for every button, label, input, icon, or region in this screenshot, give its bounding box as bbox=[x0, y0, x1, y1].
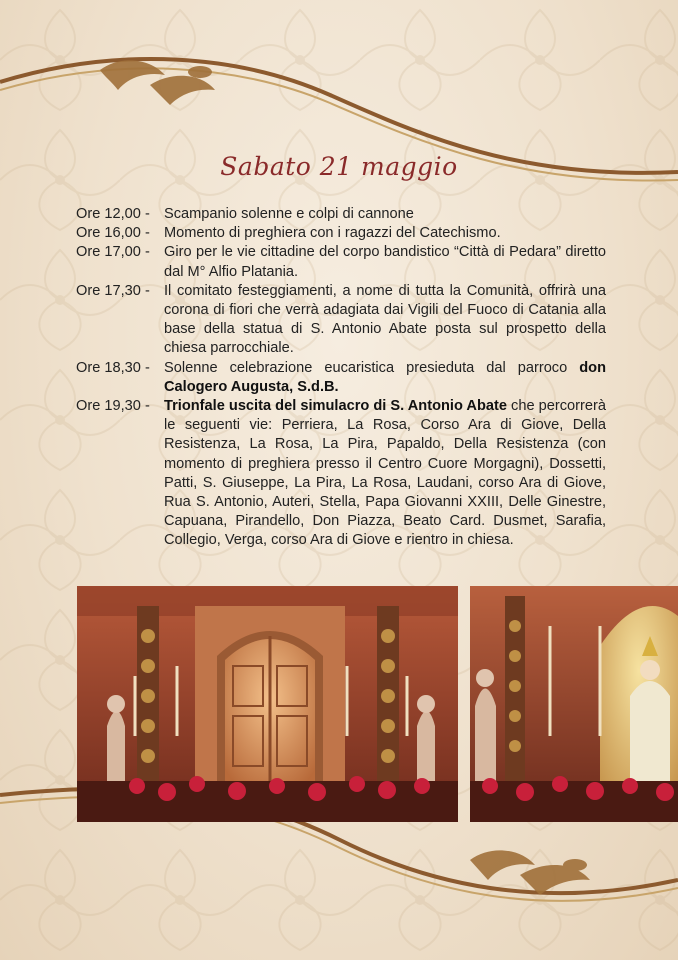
schedule-row bbox=[76, 359, 606, 397]
schedule-text: Momento di preghiera con i ragazzi del Catechismo. bbox=[164, 225, 501, 242]
schedule-text: Scampanio solenne e colpi di cannone bbox=[164, 206, 414, 222]
schedule-time: Ore 12,00 - bbox=[76, 206, 150, 222]
schedule-row bbox=[76, 397, 606, 551]
statue-photo bbox=[470, 586, 678, 822]
schedule-time: Ore 16,00 - bbox=[76, 225, 150, 242]
schedule-time: Ore 18,30 - bbox=[76, 359, 150, 376]
schedule-row bbox=[76, 224, 606, 243]
schedule-row bbox=[76, 205, 606, 224]
page-title: Sabato 21 maggio bbox=[220, 152, 458, 181]
schedule-time: Ore 17,30 - bbox=[76, 282, 150, 299]
schedule-text: Il comitato festeggiamenti, a nome di tutta la Comunità, offrirà una corona di fiori che verrà adagiata dai Vigili del Fuoco di Catania alla base della statua di S. Antonio Abate posta sul prospetto della chiesa parrocchiale. bbox=[164, 282, 606, 357]
schedule-text: Giro per le vie cittadine del corpo bandistico “Città di Pedara” diretto dal M° Alfio Platania. bbox=[164, 244, 606, 280]
schedule-time: Ore 17,00 - bbox=[76, 244, 150, 261]
altar-photo bbox=[77, 586, 458, 822]
schedule-time: Ore 19,30 - bbox=[76, 398, 150, 415]
schedule-row bbox=[76, 282, 606, 359]
schedule-text: Solenne celebrazione eucaristica presieduta dal parroco don Calogero Augusta, S.d.B. bbox=[164, 359, 606, 395]
schedule-row bbox=[76, 243, 606, 281]
schedule-text: Trionfale uscita del simulacro di S. Antonio Abate che percorrerà le seguenti vie: Perriera, La Rosa, Corso Ara di Giove, Della Resistenza, La Rosa, La Pira, Papaldo, Della Resistenza (con momento di preghiera presso il Centro Cuore Morgagni), Dossetti, Patti, S. Giuseppe, La Pira, La Rosa, Laudani, corso Ara di Giove, Rua S. Antonio, Auteri, Stella, Papa Giovanni XXIII, Delle Ginestre, Capuana, Pirandello, Don Piazza, Beato Card. Dusmet, Sarafia, Collegio, Verga, corso Ara di Giove e rientro in chiesa. bbox=[164, 398, 606, 549]
schedule-list bbox=[76, 205, 606, 551]
